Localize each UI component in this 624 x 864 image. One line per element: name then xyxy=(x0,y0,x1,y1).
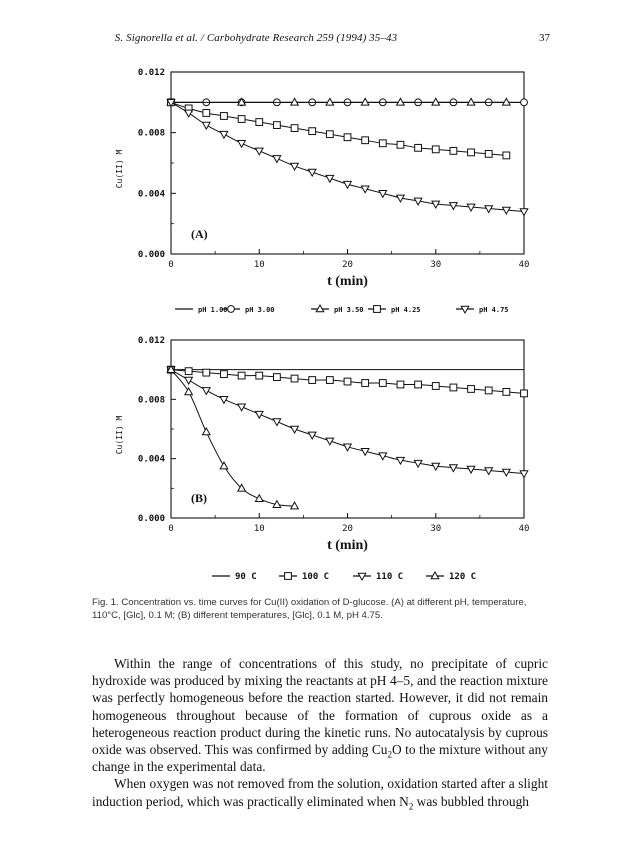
data-point xyxy=(203,110,210,117)
data-point xyxy=(379,140,386,147)
paragraph: When oxygen was not removed from the solution, oxidation started after a slight induction period, which was practically eliminated when $N_2$ was bubbled through xyxy=(92,776,548,812)
data-point xyxy=(203,428,211,435)
y-tick-label: 0.004 xyxy=(137,189,165,200)
data-point xyxy=(256,119,263,126)
figure-panel-b xyxy=(0,332,624,594)
legend-swatch-marker xyxy=(228,306,235,313)
data-point xyxy=(291,375,298,382)
data-point xyxy=(397,381,404,388)
legend-label: pH 4.75 xyxy=(479,306,509,314)
panel-label: (A) xyxy=(191,227,208,241)
running-title: S. Signorella et al. / Carbohydrate Research 259 (1994) 35–43 xyxy=(114,32,398,44)
data-point xyxy=(344,378,351,385)
data-point xyxy=(362,137,369,144)
data-point xyxy=(185,388,193,395)
data-point xyxy=(432,98,440,105)
data-point xyxy=(450,147,457,154)
data-point xyxy=(203,122,211,129)
paragraph: Within the range of concentrations of this study, no precipitate of cupric hydroxide was produced by mixing the reactants at pH 4–5, and the reaction mixture was perfectly homogeneous before the reaction started. However, it did not remain homogeneous throughout because of the formation of cuprous oxide as a heterogeneous reaction product during the kinetic runs. No autocatalysis by cuprous oxide was observed. This was confirmed by adding $Cu_2O$ to the mixture without any change in the experimental data. xyxy=(92,656,548,775)
data-point xyxy=(397,98,405,105)
x-tick-label: 20 xyxy=(342,260,353,270)
data-point xyxy=(220,397,228,404)
data-point xyxy=(450,384,457,391)
legend-label: pH 3.00 xyxy=(245,306,275,314)
data-point xyxy=(274,374,281,381)
data-point xyxy=(468,149,475,156)
data-point xyxy=(415,144,422,151)
legend-label: pH 1.00 xyxy=(198,306,228,314)
x-tick-label: 40 xyxy=(518,524,530,534)
y-tick-label: 0.012 xyxy=(137,68,165,78)
data-point xyxy=(256,372,263,379)
legend-swatch-marker xyxy=(374,306,381,313)
data-point xyxy=(203,388,211,395)
data-point xyxy=(467,98,475,105)
data-point xyxy=(326,131,333,138)
y-tick-label: 0.008 xyxy=(137,128,165,139)
data-point xyxy=(238,140,246,147)
y-tick-label: 0.012 xyxy=(137,336,165,346)
data-point xyxy=(220,131,228,138)
data-point xyxy=(432,146,439,153)
data-point xyxy=(291,98,299,105)
x-tick-label: 10 xyxy=(253,260,265,270)
data-point xyxy=(221,113,228,120)
data-point xyxy=(520,209,528,216)
data-point xyxy=(503,389,510,396)
y-tick-label: 0.004 xyxy=(137,454,165,465)
legend-label: 100 C xyxy=(302,572,330,582)
data-point xyxy=(415,381,422,388)
data-point xyxy=(238,116,245,123)
data-point xyxy=(432,383,439,390)
legend-label: pH 3.50 xyxy=(334,306,364,314)
data-point xyxy=(468,386,475,393)
data-point xyxy=(521,390,528,397)
legend-swatch-marker xyxy=(285,573,292,580)
legend-label: 110 C xyxy=(376,572,404,582)
data-point xyxy=(238,372,245,379)
y-axis-label: Cu(II) M xyxy=(115,415,124,455)
data-point xyxy=(521,99,528,106)
data-point xyxy=(220,462,228,469)
figure-panel-a xyxy=(0,62,624,332)
x-axis-label: t (min) xyxy=(327,538,368,553)
body-text xyxy=(92,655,548,810)
page-number: 37 xyxy=(539,32,550,44)
data-point xyxy=(485,387,492,394)
figure-caption: Fig. 1. Concentration vs. time curves for Cu(II) oxidation of D-glucose. (A) at different pH, temperature, 110°C, [Glc], 0.1 M; (B) different temperatures, [Glc], 0.1 M, pH 4.75. xyxy=(92,597,527,621)
x-tick-label: 0 xyxy=(168,260,174,270)
data-point xyxy=(362,380,369,387)
data-point xyxy=(397,141,404,148)
x-axis-label: t (min) xyxy=(327,274,368,289)
x-tick-label: 20 xyxy=(342,524,353,534)
legend-label: pH 4.25 xyxy=(391,306,421,314)
data-point xyxy=(361,98,369,105)
data-point xyxy=(309,377,316,384)
data-point xyxy=(185,377,193,384)
data-point xyxy=(273,156,281,163)
legend-swatch-marker xyxy=(461,306,469,313)
data-point xyxy=(485,151,492,158)
data-point xyxy=(520,471,528,478)
data-point xyxy=(344,134,351,141)
legend-label: 90 C xyxy=(235,572,257,582)
running-header xyxy=(0,32,624,48)
data-point xyxy=(379,380,386,387)
x-tick-label: 30 xyxy=(430,524,442,534)
data-point xyxy=(221,371,228,378)
data-point xyxy=(185,368,192,375)
y-tick-label: 0.000 xyxy=(137,514,165,524)
panel-label: (B) xyxy=(191,491,207,505)
plot-frame xyxy=(171,340,524,518)
data-point xyxy=(326,377,333,384)
x-tick-label: 40 xyxy=(518,260,530,270)
x-tick-label: 10 xyxy=(253,524,265,534)
y-tick-label: 0.008 xyxy=(137,395,165,406)
data-point xyxy=(326,98,334,105)
data-point xyxy=(185,110,193,117)
x-tick-label: 0 xyxy=(168,524,174,534)
data-point xyxy=(503,152,510,159)
y-tick-label: 0.000 xyxy=(137,250,165,260)
legend-label: 120 C xyxy=(449,572,477,582)
data-point xyxy=(255,495,263,502)
data-point xyxy=(503,98,511,105)
data-point xyxy=(309,128,316,135)
data-point xyxy=(203,369,210,376)
y-axis-label: Cu(II) M xyxy=(115,149,124,189)
x-tick-label: 30 xyxy=(430,260,442,270)
data-point xyxy=(291,125,298,132)
data-point xyxy=(274,122,281,129)
